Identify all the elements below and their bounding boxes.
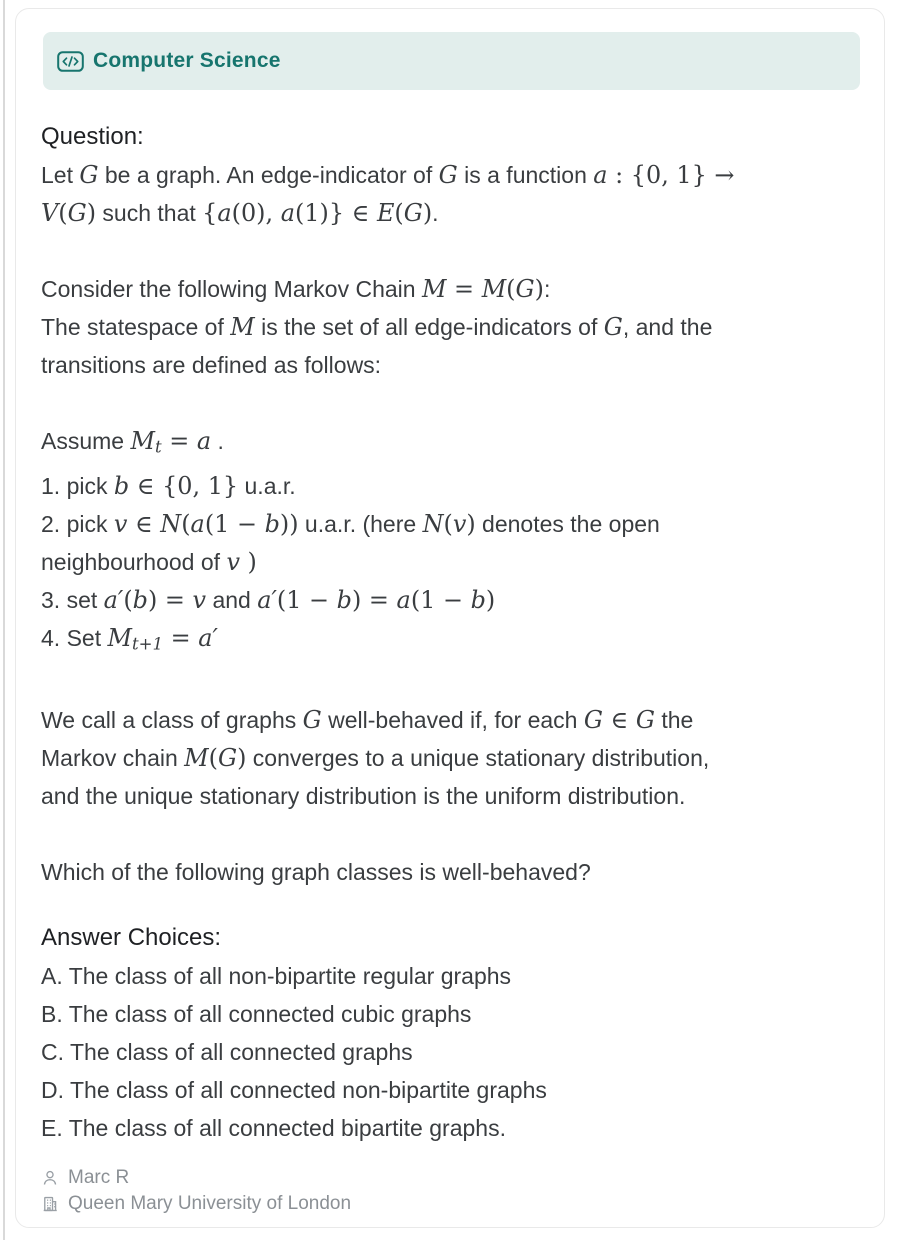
- math-segment: G: [79, 161, 99, 189]
- math-segment: a: [217, 199, 232, 227]
- text-segment: .: [432, 200, 439, 226]
- page-left-border: [3, 0, 5, 1240]
- math-segment: G: [403, 199, 423, 227]
- math-segment: M: [421, 275, 447, 303]
- math-segment: (1)} ∈: [294, 199, 377, 227]
- math-segment: a′: [103, 585, 124, 614]
- question-content: [16, 90, 884, 1217]
- question-line: [41, 739, 864, 777]
- answer-choice: A. The class of all non-bipartite regular graphs: [41, 963, 512, 990]
- text-segment: Let: [41, 162, 80, 188]
- answer-choice: B. The class of all connected cubic graphs: [41, 1001, 472, 1028]
- text-segment: 1. pick: [41, 472, 114, 499]
- math-segment: ∈: [127, 509, 161, 538]
- math-segment: {: [202, 199, 218, 227]
- math-segment: )): [279, 509, 299, 538]
- math-segment: b: [132, 585, 148, 614]
- math-segment: G: [67, 199, 87, 227]
- math-segment: (: [208, 744, 218, 773]
- answer-choice: D. The class of all connected non-bipartite graphs: [41, 1077, 547, 1104]
- math-segment: M: [481, 275, 507, 303]
- institution-row: [41, 1191, 864, 1217]
- math-segment: (1 −: [276, 585, 337, 614]
- question-line: [41, 422, 864, 467]
- math-segment: (: [394, 199, 404, 227]
- math-segment: M: [230, 313, 255, 341]
- math-segment: : {0, 1} →: [607, 161, 735, 189]
- math-segment: v: [226, 547, 240, 576]
- math-segment: G: [635, 706, 655, 735]
- text-segment: denotes the open: [475, 510, 660, 537]
- math-segment: N: [160, 509, 182, 538]
- text-segment: is the set of all edge-indicators of: [254, 314, 604, 340]
- math-segment: t+1: [131, 634, 164, 654]
- math-segment: ) =: [147, 585, 193, 614]
- math-segment: ): [485, 585, 496, 614]
- math-segment: b: [336, 585, 352, 614]
- question-line: [41, 581, 864, 619]
- math-segment: E: [376, 199, 395, 227]
- answer-choice: C. The class of all connected graphs: [41, 1039, 413, 1066]
- math-segment: b: [113, 471, 130, 500]
- category-label: Computer Science: [93, 49, 281, 72]
- text-segment: Assume: [41, 428, 131, 454]
- math-segment: a: [396, 585, 411, 614]
- math-segment: G: [302, 706, 322, 735]
- math-segment: a′: [257, 585, 277, 614]
- text-segment: Consider the following Markov Chain: [41, 276, 422, 302]
- text-segment: such that: [96, 200, 203, 226]
- question-line: [41, 619, 864, 664]
- question-line: [41, 467, 864, 505]
- question-card: [15, 8, 885, 1228]
- math-segment: a′: [198, 623, 218, 652]
- text-segment: Markov chain: [41, 745, 185, 772]
- math-segment: =: [163, 623, 199, 652]
- math-segment: (: [58, 199, 68, 227]
- math-segment: ): [239, 547, 257, 576]
- text-segment: and: [206, 586, 258, 613]
- math-segment: b: [470, 585, 486, 614]
- blank-line: [41, 815, 864, 853]
- math-segment: (0),: [231, 199, 281, 227]
- math-segment: ): [237, 744, 247, 773]
- text-segment: and the unique stationary distribution is the uniform distribution.: [41, 783, 686, 810]
- question-heading: Question:: [41, 123, 144, 150]
- question-lines: [41, 156, 864, 891]
- math-segment: t: [154, 437, 162, 457]
- answer-choice: E. The class of all connected bipartite graphs.: [41, 1115, 506, 1142]
- attribution: [41, 1165, 864, 1217]
- answer-choices: [41, 957, 864, 1147]
- math-segment: G: [603, 313, 623, 341]
- text-segment: converges to a unique stationary distribution,: [246, 745, 710, 772]
- text-segment: .: [211, 428, 224, 454]
- math-segment: (1 −: [204, 509, 265, 538]
- question-line: [41, 853, 864, 891]
- math-segment: (1 −: [410, 585, 471, 614]
- author-name: Marc R: [68, 1167, 130, 1189]
- math-segment: ): [534, 275, 544, 303]
- text-segment: the: [654, 707, 694, 734]
- math-segment: (: [181, 509, 191, 538]
- math-segment: V: [41, 199, 59, 227]
- answer-choices-heading: Answer Choices:: [41, 924, 222, 952]
- question-line: [41, 543, 864, 581]
- math-segment: =: [446, 275, 482, 303]
- math-segment: ∈: [602, 706, 636, 735]
- text-segment: 3. set: [41, 586, 104, 613]
- text-segment: u.a.r.: [238, 472, 296, 499]
- text-segment: The statespace of: [41, 314, 231, 340]
- math-segment: ): [422, 199, 433, 227]
- math-segment: a: [593, 161, 608, 189]
- math-segment: M: [130, 427, 155, 455]
- math-segment: G: [515, 275, 535, 303]
- math-segment: ): [466, 509, 476, 538]
- text-segment: 4. Set: [41, 624, 108, 651]
- math-segment: v: [452, 509, 467, 538]
- question-line: [41, 701, 864, 739]
- math-segment: v: [113, 509, 128, 538]
- category-badge[interactable]: [43, 32, 860, 90]
- text-segment: Which of the following graph classes is well-behaved?: [41, 859, 591, 886]
- math-segment: ): [86, 199, 97, 227]
- math-segment: (: [506, 275, 516, 303]
- math-segment: (: [123, 585, 133, 614]
- math-segment: b: [264, 509, 280, 538]
- question-line: [41, 308, 864, 346]
- text-segment: 2. pick: [41, 510, 114, 537]
- text-segment: u.a.r. (here: [298, 510, 423, 537]
- text-segment: be a graph. An edge-indicator of: [98, 162, 439, 188]
- question-line: [41, 194, 864, 232]
- building-icon: [41, 1195, 59, 1213]
- math-segment: G: [583, 706, 603, 735]
- math-segment: a: [196, 427, 212, 455]
- question-line: [41, 346, 864, 384]
- text-segment: is a function: [457, 162, 594, 188]
- text-segment: :: [543, 276, 551, 302]
- text-segment: neighbourhood of: [41, 548, 227, 575]
- blank-line: [41, 232, 864, 270]
- math-segment: a: [280, 199, 295, 227]
- math-segment: =: [161, 427, 197, 455]
- question-line: [41, 270, 864, 308]
- math-segment: ∈ {0, 1}: [129, 471, 239, 500]
- text-segment: transitions are defined as follows:: [41, 352, 382, 378]
- math-segment: G: [217, 744, 238, 773]
- answers-section: [41, 919, 864, 1147]
- blank-line: [41, 384, 864, 422]
- question-line: [41, 156, 864, 194]
- math-segment: ) =: [351, 585, 397, 614]
- text-segment: We call a class of graphs: [41, 707, 303, 734]
- math-segment: G: [438, 161, 458, 189]
- math-segment: M: [184, 744, 209, 773]
- code-icon: [57, 51, 84, 72]
- math-segment: v: [192, 585, 207, 614]
- person-icon: [41, 1169, 59, 1187]
- math-segment: (: [443, 509, 453, 538]
- math-segment: N: [422, 509, 444, 538]
- math-segment: a: [190, 509, 205, 538]
- blank-line: [41, 663, 864, 701]
- math-segment: M: [107, 623, 132, 652]
- text-segment: well-behaved if, for each: [321, 707, 584, 734]
- author-row: [41, 1165, 864, 1191]
- question-line: [41, 505, 864, 543]
- institution-name: Queen Mary University of London: [68, 1193, 352, 1215]
- text-segment: , and the: [622, 314, 713, 340]
- question-line: [41, 777, 864, 815]
